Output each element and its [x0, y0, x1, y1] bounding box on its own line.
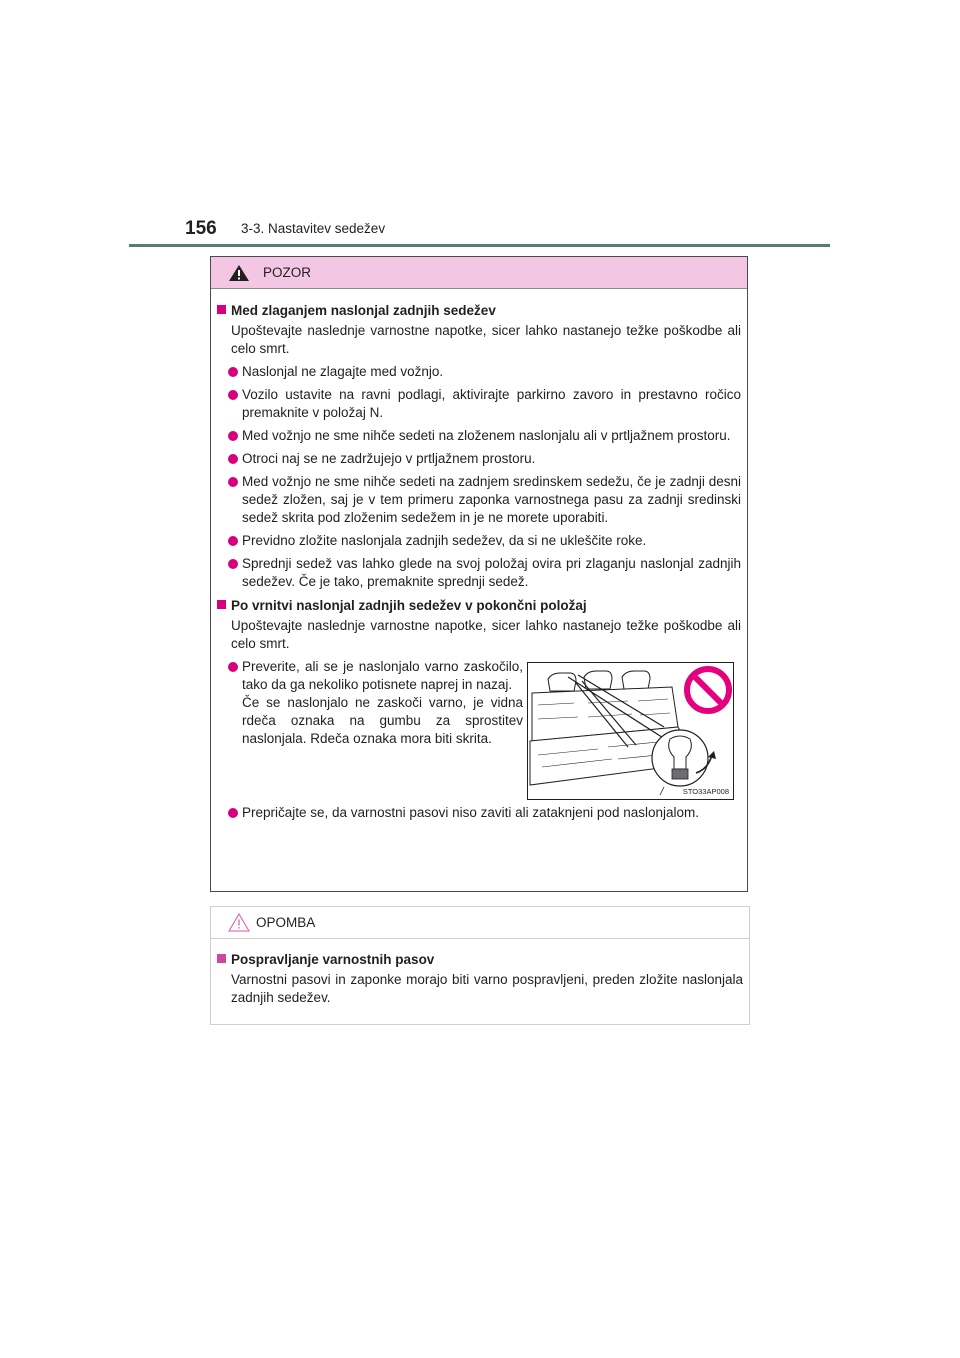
- note-warning-icon: [228, 913, 250, 932]
- note-header: [211, 907, 749, 939]
- note-text: Varnostni pasovi in zaponke morajo biti varno pospravljeni, preden zložite naslonjala zadnjih sedežev.: [231, 972, 743, 1005]
- section-title: 3-3. Nastavitev sedežev: [241, 221, 386, 236]
- seat-release-illustration: [527, 662, 734, 800]
- list-item: Med vožnjo ne sme nihče sedeti na zloženem naslonjalu ali v prtljažnem prostoru.: [217, 427, 741, 445]
- list-item: Previdno zložite naslonjala zadnjih sedežev, da si ne ukleščite roke.: [217, 532, 741, 550]
- list-item: Sprednji sedež vas lahko glede na svoj položaj ovira pri zlaganju naslonjal zadnjih sedežev. Če je tako, premaknite sprednji sedež.: [217, 555, 741, 591]
- list-item: Preverite, ali se je naslonjalo varno zaskočilo, tako da ga nekoliko potisnete naprej in nazaj. Če se naslonjalo ne zaskoči varno, je vidna rdeča oznaka na gumbu za sprostitev naslonjala. Rdeča oznaka mora biti skrita.: [217, 658, 523, 748]
- list-item: Med vožnjo ne sme nihče sedeti na zadnjem sredinskem sedežu, če je zadnji desni sedež zložen, saj je v tem primeru zaponka varnostnega pasu za zadnji sredinski sedež skrita pod zloženim sedežem in je ne morete uporabiti.: [217, 473, 741, 527]
- note-heading: Pospravljanje varnostnih pasov: [217, 950, 743, 969]
- bullet-dot-icon: [228, 536, 238, 546]
- caution-heading-folding: Med zlaganjem naslonjal zadnjih sedežev: [217, 301, 741, 320]
- note-box: [210, 906, 750, 1025]
- caution-intro-upright: Upoštevajte naslednje varnostne napotke, sicer lahko nastanejo težke poškodbe ali celo smrt.: [231, 618, 741, 651]
- bullet-dot-icon: [228, 431, 238, 441]
- bullet-dot-icon: [228, 662, 238, 672]
- bullet-dot-icon: [228, 808, 238, 818]
- square-bullet-icon: [217, 305, 226, 314]
- caution-header: [211, 257, 747, 289]
- square-bullet-icon: [217, 954, 226, 963]
- caution-label: POZOR: [263, 265, 312, 280]
- figure-row: [217, 658, 741, 804]
- figure-code: STO33AP008: [682, 787, 729, 796]
- caution-heading-upright: Po vrnitvi naslonjal zadnjih sedežev v pokončni položaj: [217, 596, 741, 615]
- bullet-dot-icon: [228, 367, 238, 377]
- bullet-dot-icon: [228, 559, 238, 569]
- list-item: Vozilo ustavite na ravni podlagi, aktivirajte parkirno zavoro in prestavno ročico premaknite v položaj N.: [217, 386, 741, 422]
- note-label: OPOMBA: [256, 915, 316, 930]
- square-bullet-icon: [217, 600, 226, 609]
- list-item: Naslonjal ne zlagajte med vožnjo.: [217, 363, 741, 381]
- bullet-dot-icon: [228, 477, 238, 487]
- caution-intro-folding: Upoštevajte naslednje varnostne napotke, sicer lahko nastanejo težke poškodbe ali celo smrt.: [231, 323, 741, 356]
- header-rule: [129, 244, 830, 247]
- list-item: Prepričajte se, da varnostni pasovi niso zaviti ali zataknjeni pod naslonjalom.: [217, 804, 741, 822]
- bullet-dot-icon: [228, 390, 238, 400]
- note-body: [211, 939, 749, 1007]
- page-number: 156: [185, 218, 217, 239]
- caution-box: [210, 256, 748, 892]
- caution-body: [211, 289, 747, 822]
- warning-icon: [228, 264, 250, 282]
- rear-seat-drawing: [528, 663, 733, 799]
- bullet-dot-icon: [228, 454, 238, 464]
- list-item: Otroci naj se ne zadržujejo v prtljažnem prostoru.: [217, 450, 741, 468]
